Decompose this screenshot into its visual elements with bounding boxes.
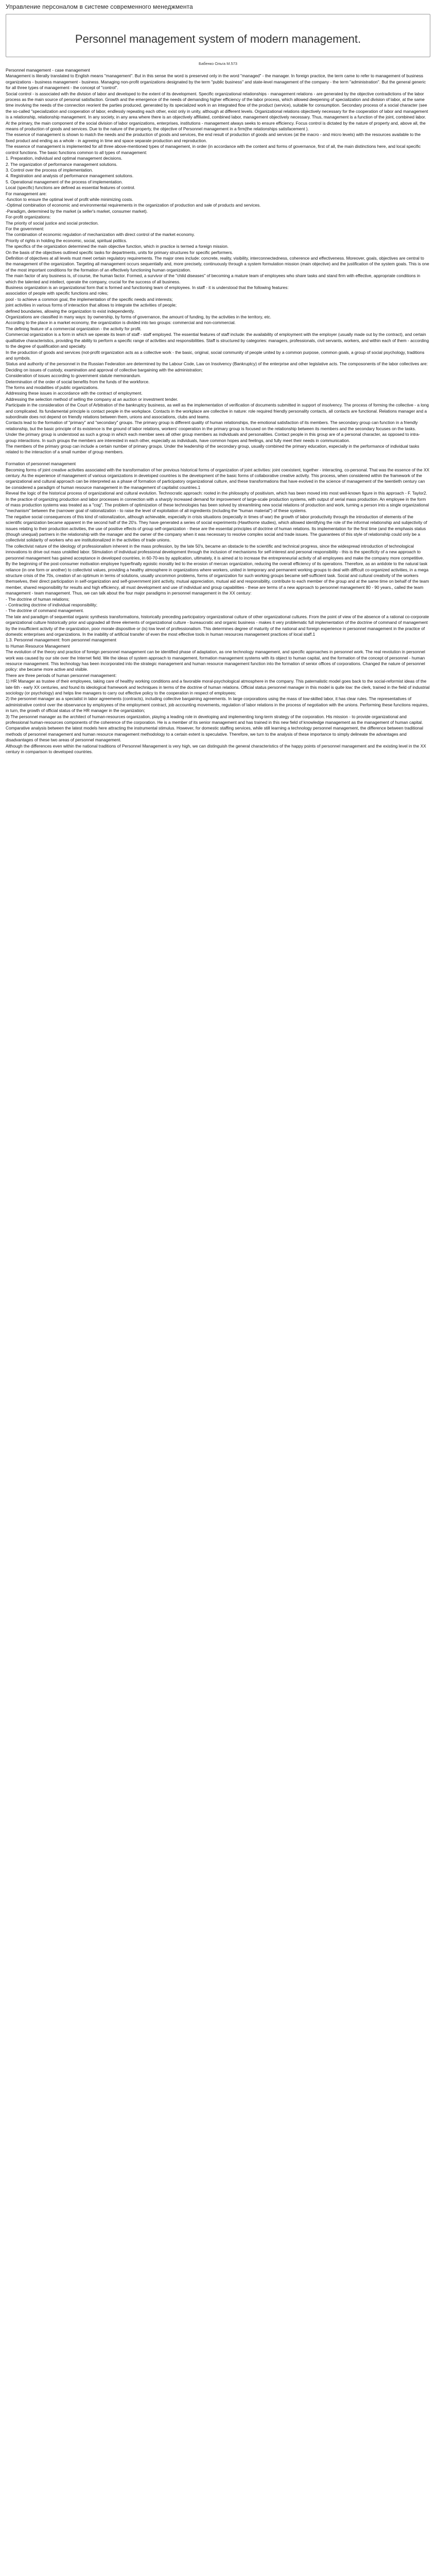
paragraph: For management are: xyxy=(6,191,47,196)
paragraph: Definition of objectives at all levels must meet certain regulatory requirements. The major ones include: concrete, reality, visibility, interconnectedness, coherence and effectiveness. Moreover, goals, objectives are central to the management of the organization. Targeting all management occurs sequentially and, more precisely, continuously through a system formulation mission (main objective) and the justification of the system goals. This is one of the most important conditions for the formation of an effectively functioning human organization. xyxy=(6,256,429,273)
paragraph: The essence of management is shown to match the needs and the production of goods and services, the end result of production of goods and services (at the macro - and micro levels) with the resources available to the fixed product and ending as a whole - in agreeing in time and space separate production and reproduction. xyxy=(6,132,421,143)
paragraph: -Paradigm, determined by the market (a seller's market, consumer market). xyxy=(6,208,148,214)
author-line: Бабенко Ольга М.573 xyxy=(199,61,237,66)
paragraph: Formation of personnel management xyxy=(6,461,76,467)
paragraph: By the beginning of the post-consumer motivation employee hyperfinally egoistic morality led to the erosion of mercan organization, reducing the overall efficiency of its operations. Therefore, as an antidote to the natural task reliance (in one form or another) to collectivist values, providing a healthy atmosphere in organizations where workers, united in temporary and permanent working groups to deal with difficult co-organized activities, in a mega structure crisis of the 70s, creation of an optimum in terms of solutions, usually uncommon problems, forms of organization for such working groups became self-sufficient task. Social and cultural creativity of the workers themselves, their direct participation in self-organization and self-government joint activity, mutual appreciation, mutual aid and responsibility, contribute to each member of the group and at the same time on behalf of the team member, shared responsibility for results and high efficiency, all must development and use of individual and group capabilities - these are terms of a new approach to personnel management 80 - 90 years., called the team management - team management. Thus, we can talk about the four major paradigms in personnel management in the XX century: xyxy=(6,561,429,596)
paragraph: 5. Operational management of the process of implementation. xyxy=(6,179,123,184)
paragraph: Determination of the order of social benefits from the funds of the workforce. xyxy=(6,379,150,384)
paragraph: 1.3. Personnel management: from personnel management xyxy=(6,637,116,643)
paragraph: The main factor of any business is, of course, the human factor. Formed, a survivor of the "child diseases" of becoming a mature team of employees who share tasks and stand firm with effective, appropriate conditions in which the talented and intellect, operate the company, crucial for the success of all business. xyxy=(6,273,421,284)
paragraph: The evolution of the theory and practice of foreign personnel management can be identified phase of adaptation, as one technology management, and specific approaches in personnel work. The real revolution in personnel work was caused by our site over the Internet field. We the ideas of system approach to management, formation management systems with its object to human capital, and the formation of the concept of personnel - human resource management. This technology has been incorporated into the strategic management and human resource management function into the formation of senior offices of corporations. Changed the nature of personnel policy: she became more active and visible. xyxy=(6,649,425,672)
paragraph: The late and paradigm of sequential organic synthesis transformations, historically preceding participatory organizational culture of other organizational cultures. From the point of view of the absence of a rational co-corporate organizational culture historically prior and upgraded all three elements of organizational culture - bureaucratic and organic business - makes it very problematic full implementation of the doctrine of command of management by the insufficient activity of the organization, poor morale dispositive or (is) low level of professionalism. This determines degree of maturity of the national and foreign experience in personnel management in the practice of domestic enterprises and organizations. In the inability of artificial transfer of even the most effective tools in human resources management practices of local staff.1 xyxy=(6,614,429,637)
paragraph: Social control - is associated with the division of labor and developed to the extent of its development. Specific organizational relationships - management relations - are generated by the objective contradictions of the labor process as the main source of personal satisfaction. Growth and the emergence of the needs of demanding higher efficiency of the labor process, which allowed deepening of specialization and division of labor, at the same time involving the needs of the connection reorient the parties produced, generated by its specialized work in an integrated flow of the product (service), suitable for consumption. Secondary process of a social character (see the so-called "specialization and cooperation of labor, endlessly repeating each other, exist only in unity, although at different levels. Organizational relations objectively necessary for the cooperation of labor and management is a relationship, relationship management. In any society, in any area where there is an objectively affiliated, combined labor, management objectively necessary. Thus, management is a function of the joint, combined labor. xyxy=(6,91,428,120)
paragraph: Contacts lead to the formation of "primary" and "secondary" groups. The primary group is different quality of human relationships, the emotional satisfaction of its members. The secondary group can function in a friendly relationship, but the basic principle of its existence is the ground of labor relations, workers' cooperation in the primary group is focused on the relationship between its members and the secondary focuses on the tasks. xyxy=(6,420,418,431)
paragraph: At the primary, the main component of the social division of labor organizations, enterprises, institutions - management always seeks to ensure efficiency. Focus control is dictated by the nature of property and, above all, the means of production of goods and services. Due to the nature of the property, the objective of Personnel management in a firm(the relationships satisfacement ). xyxy=(6,120,426,132)
paragraph: Becoming forms of joint creative activities associated with the transformation of her previous historical forms of organization of joint activities: joint coexistent, together - interacting, co-personal. That was the essence of the XX century. As the experience of management of various organizations in developed countries is the development of the basic forms of collaborative creative activity. This process, when considered within the framework of the organizational and cultural approach can be interpreted as a phase of formation of participatory organizational culture, and these transformations that have evolved in the science of management of the twentieth century can be considered a paradigm of human resource management in the management of capitalist countries.1 xyxy=(6,467,430,490)
paragraph: Personnel management - case management xyxy=(6,67,90,73)
paragraph: defined boundaries, allowing the organization to exist independently. xyxy=(6,308,135,314)
paragraph: The combination of economic regulation of mechanization with direct control of the market economy. xyxy=(6,232,195,238)
paragraph-gap xyxy=(6,455,430,461)
paragraph: In the production of goods and services (not-profit organization acts as a collective work - the basic, original, social community of people united by a common purpose, common goals, a group of social psychology, traditions and symbols. xyxy=(6,349,425,361)
paragraph: The priority of social justice and social protection. xyxy=(6,220,99,226)
paragraph: Addressing these issues in accordance with the contract of employment. xyxy=(6,391,143,396)
paragraph: Business organization is an organizational form that is formed and functioning team of employees. In staff - it is understood that the following features: xyxy=(6,285,289,291)
title-box xyxy=(6,14,430,57)
paragraph: The defining feature of a commercial organization - the activity for profit. xyxy=(6,326,142,331)
paragraph: There are three periods of human personnel management: xyxy=(6,672,117,678)
paragraph: The members of the primary group can include a certain number of primary groups. Under the leadership of the secondary group, usually combined the primary education, especially in the performance of individual tasks related to the interaction of a small number of group members. xyxy=(6,444,420,455)
article-title: Personnel management system of modern management. xyxy=(75,32,361,45)
paragraph: to Human Resource Management xyxy=(6,643,70,649)
paragraph: Although the differences even within the national traditions of Personnel Management is very high, we can distinguish the general characteristics of the happy points of personnel management and the existing level in the XX century in comparison to developed countries. xyxy=(6,743,426,755)
paragraph: 2. The organization of performance management solutions. xyxy=(6,161,118,167)
paragraph: The specifics of the organization determined the main objective function, which in practice is termed a foreign mission. xyxy=(6,244,229,249)
paragraph: The forms and modalities of public organizations. xyxy=(6,384,99,390)
document-header: Управление персоналом в системе современного менеджмента xyxy=(6,3,193,10)
paragraph: 2) the personnel manager as a specialist in labor agreements (contracts), including collective bargaining agreements. In large corporations using the mass of low-skilled labor, it has clear rules. The representatives of administrative control over the observance by employees of the employment contract, job accounting movements, regulation of labor relations in the process of negotiation with the unions. Performing these functions requires, in turn, the growth of official status of the HR manager in the organization; xyxy=(6,696,429,714)
paragraph: 1. Preparation, individual and optimal management decisions. xyxy=(6,156,123,161)
paragraph: The collectivist nature of the ideology of professionalism inherent in the mass profession, by the late 50's, became an obstacle to the scientific and technical progress, since the widespread introduction of technological innovations to drive out mass unskilled labor. Stimulation of individual professional development through the inclusion of mechanisms for self-interest and personal responsibility - this is the specificity of a new approach to personnel management has gained acceptance in developed countries, in 60-70-ies by application, ultimately, it is aimed at to increase the entrepreneurial activity of all employees and make the company more competitive. xyxy=(6,543,424,561)
paragraph: According to the place in a market economy, the organization is divided into two groups: commercial and non-commercial. xyxy=(6,320,236,326)
paragraph: joint activities in various forms of interaction that allows to integrate the activities of people; xyxy=(6,302,177,308)
paragraph: Organizations are classified in many ways: by ownership, by forms of governance, the amount of funding, by the activities in the territory, etc. xyxy=(6,314,271,320)
paragraph: For the government: xyxy=(6,226,44,231)
paragraph: Management is literally translated to English means "management". But in this sense the word is preserved only in the word "managed" - the manager. In foreign practice, the term came to refer to management of business organizations - business management - business. Managing non-profit organizations designated by the term "public business" and state-level management of the company - the term "administration". But the general generic for all three types of management - the concept of "control". xyxy=(6,73,426,91)
paragraph: Deciding on issues of custody, examination and approval of collective bargaining with the administration; xyxy=(6,367,203,372)
paragraph: - The doctrine of command management. xyxy=(6,608,84,614)
paragraph: Consideration of issues according to government statute memorandum. xyxy=(6,373,141,379)
paragraph: On the basis of the objectives outlined specific tasks for departments, units for primary structures for specific performers. xyxy=(6,249,233,255)
paragraph: pool - to achieve a common goal, the implementation of the specific needs and interests; xyxy=(6,296,173,302)
paragraph: - Contracting doctrine of individual responsibility; xyxy=(6,602,98,607)
paragraph: The negative social consequences of this kind of rationalization, although achievable, especially in crisis situations (especially in times of war) the growth of labor productivity through the introduction of elements of the scientific organization became apparent in the second half of the 20's. They have generated a series of social experiments (Hawthorne studies), which allowed identifying the role of the informal relationship and subjectivity of issues relating to their production activities, the use of positive effects of group self-organization - these are the essential principles of doctrine of human relations. Its implementation for the first time (and the emphasis status (though unequal) partners in the relationship with the manager and the owner of the company when it was necessary to resolve complex social and trade issues. The guarantees of this style of relationship could only be a collectivist solidarity of workers who are institutionalized in the activities of trade unions. xyxy=(6,514,427,543)
paragraph: 3) The personnel manager as the architect of human-resources organization, playing a leading role in developing and implementing long-term strategy of the corporation. His mission - to provide organizational and professional human-resources components of the coherence of the corporation. He is a member of its senior management and has trained in this new field of knowledge management as the management of human capital. xyxy=(6,714,423,725)
paragraph: Comparative analysis between the latest models here attracting the instrumental stimulus. However, for domestic staffing services, while still learning a technology personnel management, the difference between traditional methods of personnel management and human resource management methodology to a certain extent is speculative. Therefore, we turn to the analysis of these importance to simply delineate the advantages and disadvantages of these two areas of personnel management. xyxy=(6,725,423,743)
paragraph: Priority of rights in holding the economic, social, spiritual politics. xyxy=(6,238,128,243)
paragraph: Under the primary group is understood as such a group in which each member sees all other group members as individuals and personalities. Contact people in this group are of a personal character, as opposed to intra-group interactions. In such groups the members are interested in each other, especially as individuals, have common hopes and feelings, and fully meet their needs in communication. xyxy=(6,432,420,443)
article-body xyxy=(6,67,430,755)
paragraph: Addressing the selection method of selling the company at an auction or investment tender. xyxy=(6,396,178,402)
paragraph: Commercial organization is a form in which we operate its team of staff - staff employed. The essential features of staff include: the availability of employment with the employer (usually made out by the contract), and certain qualitative characteristics, providing the ability to perform a specific range of activities and responsibilities. Staff is structured by categories: managers, professionals, civil servants, workers, and within each of them - according to the degree of qualification and specialty. xyxy=(6,332,429,349)
paragraph: The essence of management is implemented for all three above-mentioned types of management, in order (in accordance with the content and forms of governance, first of all, the main distinctions here, and local specific control functions. The basic functions common to all types of management: xyxy=(6,144,421,155)
paragraph: Local (specific) functions are defined as essential features of control. xyxy=(6,185,135,191)
paragraph: - The doctrine of human relations; xyxy=(6,596,69,602)
paragraph: 4. Registration and analysis of performance management solutions. xyxy=(6,173,134,179)
paragraph: Reveal the logic of the historical process of organizational and cultural evolution. Technocratic approach: rooted in the philosophy of positivism, which has been moved into most well-known figure in this approach - F. Taylor2. In the practice of organizing production and labor processes in connection with a sharply increased demand for improvement of large-scale production systems, with output of serial mass production. An employee in the form of mass production systems was treated as a "cog". The problem of optimization of these technologies has been solved by streamlining new social relations of production and work, turning a person into a single organizational "mechanism" between the (narrower goal of rationalization - to raise the level of exploitation of all ingredients (including the "human material") of these systems. xyxy=(6,490,429,514)
paragraph: -Optimal combination of economic and environmental requirements in the organization of production and sale of products and services. xyxy=(6,202,261,208)
paragraph: -function to ensure the optimal level of profit while minimizing costs. xyxy=(6,196,133,202)
paragraph: association of people with specific functions and roles; xyxy=(6,291,109,296)
paragraph: Status and authority of the personnel in the Russian Federation are determined by the Labour Code, Law on Insolvency (Bankruptcy) of the enterprise and other legislative acts. The composonents of the labor collectives are: xyxy=(6,361,428,367)
paragraph: 3. Control over the process of implementation. xyxy=(6,167,93,173)
paragraph: Participate in the consideration of the Court of Arbitration of the bankruptcy business, as well as the implementation of verification of documents submitted in support of insolvency. The process of forming the collective - a long and complicated. Its fundamental principle is contact people in the workplace. Contacts in the workplace are collective in nature: role required friendly personality contacts, all contacts are functional. Relations manager and a subordinate does not depend on friendly relations between them, unions and associations, clubs and teams. xyxy=(6,402,429,419)
paragraph: 1) HR Manager as trustee of their employees, taking care of healthy working conditions and a favorable moral-psychological atmosphere in the company. This paternalistic model goes back to the social-reformist ideas of the late 6th - early XX centuries, and found its ideological framework and techniques in terms of the doctrine of human relations. Official status personnel manager in this model is quite low: the clerk, trained in the field of industrial sociology (or psychology) and helps line managers to carry out effective policy to the cooperation in respect of employees; xyxy=(6,679,430,696)
paragraph: For-profit organizations: xyxy=(6,214,51,220)
